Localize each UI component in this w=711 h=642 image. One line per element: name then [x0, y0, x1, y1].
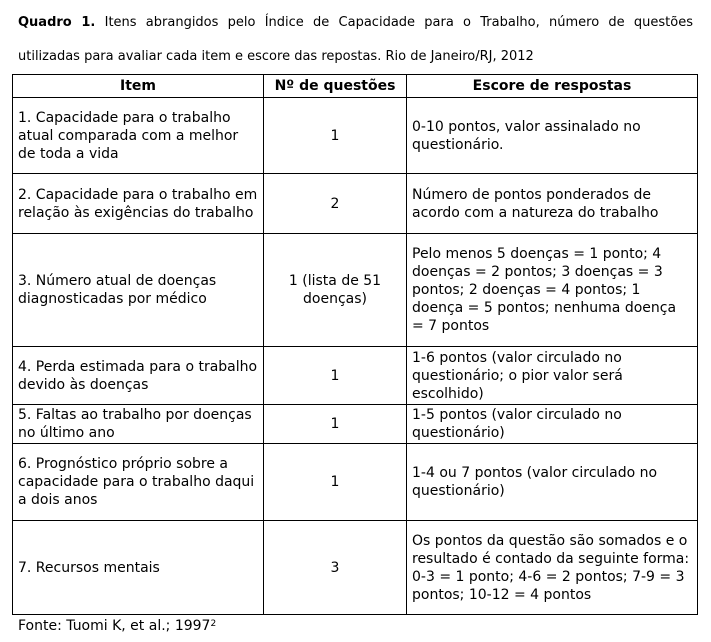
cell-score: Pelo menos 5 doenças = 1 ponto; 4 doenças = 2 pontos; 3 doenças = 3 pontos; 2 doenças = 4 pontos; 1 doença = 5 pontos; nenhuma doença = 7 pontos — [407, 234, 698, 347]
cell-item: 4. Perda estimada para o trabalho devido às doenças — [13, 347, 264, 405]
cell-questions: 3 — [264, 521, 407, 615]
cell-score: Número de pontos ponderados de acordo com a natureza do trabalho — [407, 174, 698, 234]
cell-questions: 1 (lista de 51 doenças) — [264, 234, 407, 347]
cell-score: 0-10 pontos, valor assinalado no questionário. — [407, 98, 698, 174]
reference-superscript: 2 — [210, 619, 217, 629]
table-row — [13, 347, 698, 405]
table-source — [18, 616, 216, 636]
items-table — [12, 74, 698, 615]
header-questions: Nº de questões — [264, 75, 407, 98]
caption-line-2: utilizadas para avaliar cada item e escore das repostas. Rio de Janeiro/RJ, 2012 — [18, 49, 534, 64]
caption-line-1 — [18, 6, 693, 40]
table-row — [13, 234, 698, 347]
table-row — [13, 174, 698, 234]
cell-item: 7. Recursos mentais — [13, 521, 264, 615]
table-header-row — [13, 75, 698, 98]
cell-item: 3. Número atual de doenças diagnosticadas por médico — [13, 234, 264, 347]
cell-score: 1-4 ou 7 pontos (valor circulado no questionário) — [407, 444, 698, 521]
header-item: Item — [13, 75, 264, 98]
cell-questions: 1 — [264, 444, 407, 521]
table-caption — [18, 6, 693, 74]
header-score: Escore de respostas — [407, 75, 698, 98]
table-row — [13, 444, 698, 521]
cell-item: 6. Prognóstico próprio sobre a capacidade para o trabalho daqui a dois anos — [13, 444, 264, 521]
cell-item: 2. Capacidade para o trabalho em relação às exigências do trabalho — [13, 174, 264, 234]
cell-questions: 2 — [264, 174, 407, 234]
source-text: Fonte: Tuomi K, et al.; 1997 — [18, 618, 211, 634]
cell-questions: 1 — [264, 405, 407, 444]
cell-questions: 1 — [264, 98, 407, 174]
cell-item: 5. Faltas ao trabalho por doenças no último ano — [13, 405, 264, 444]
table-row — [13, 521, 698, 615]
caption-text-1: Itens abrangidos pelo Índice de Capacidade para o Trabalho, número de questões — [104, 15, 693, 30]
cell-score: 1-5 pontos (valor circulado no questionário) — [407, 405, 698, 444]
table-row — [13, 98, 698, 174]
cell-questions: 1 — [264, 347, 407, 405]
cell-score: 1-6 pontos (valor circulado no questionário; o pior valor será escolhido) — [407, 347, 698, 405]
cell-score: Os pontos da questão são somados e o resultado é contado da seguinte forma: 0-3 = 1 ponto; 4-6 = 2 pontos; 7-9 = 3 pontos; 10-12 = 4 pontos — [407, 521, 698, 615]
cell-item: 1. Capacidade para o trabalho atual comparada com a melhor de toda a vida — [13, 98, 264, 174]
caption-label: Quadro 1. — [18, 15, 96, 30]
table-row — [13, 405, 698, 444]
